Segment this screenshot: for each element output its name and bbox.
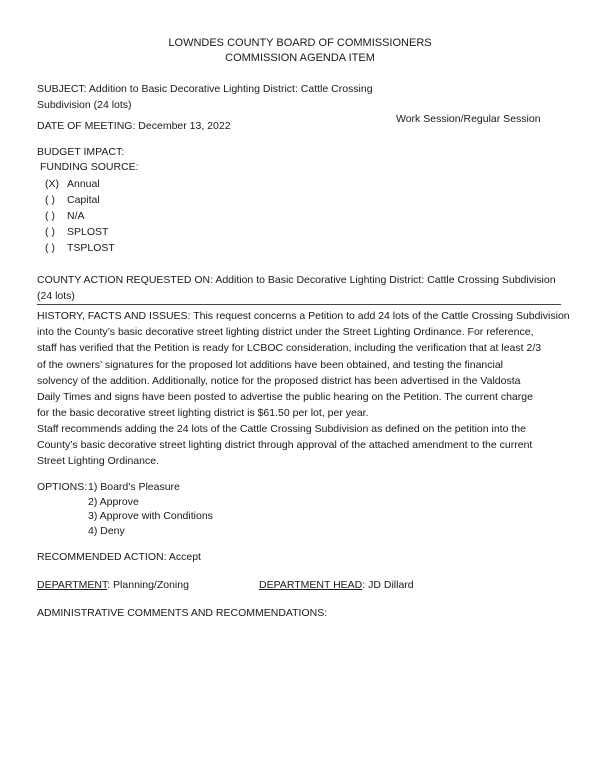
funding-option-na — [45, 210, 85, 222]
section-divider — [37, 304, 561, 305]
funding-option-label: Annual — [67, 178, 100, 190]
checkbox-mark: ( ) — [45, 242, 55, 254]
funding-option-capital — [45, 194, 100, 206]
checkbox-mark: (X) — [45, 178, 59, 190]
funding-option-tsplost — [45, 242, 115, 254]
action-line-1: COUNTY ACTION REQUESTED ON: Addition to Basic Decorative Lighting District: Cattle Crossing Subdivision — [37, 274, 556, 286]
recommendation-line: Staff recommends adding the 24 lots of the Cattle Crossing Subdivision as defined on the petition into the — [37, 423, 526, 435]
option-item: 3) Approve with Conditions — [88, 510, 213, 522]
history-line: staff has verified that the Petition is ready for LCBOC consideration, including the verification that at least 2/3 — [37, 342, 542, 355]
recommendation-line: County’s basic decorative street lighting district through approval of the attached amendment to the current — [37, 439, 533, 452]
subject-line-1: SUBJECT: Addition to Basic Decorative Lighting District: Cattle Crossing — [37, 83, 373, 95]
staff-recommendation — [37, 421, 532, 470]
session-type: Work Session/Regular Session — [396, 113, 541, 125]
funding-option-label: SPLOST — [67, 226, 109, 238]
history-line: for the basic decorative street lighting district is $61.50 per lot, per year. — [37, 407, 369, 420]
funding-option-annual — [45, 178, 100, 190]
history-line: HISTORY, FACTS AND ISSUES: This request concerns a Petition to add 24 lots of the Cattle Crossing Subdivision — [37, 310, 570, 322]
options-label: OPTIONS: — [37, 481, 88, 493]
meeting-date: DATE OF MEETING: December 13, 2022 — [37, 120, 231, 132]
recommended-action: RECOMMENDED ACTION: Accept — [37, 551, 201, 563]
checkbox-mark: ( ) — [45, 210, 55, 222]
county-action-requested — [37, 272, 556, 304]
funding-source-label: FUNDING SOURCE: — [40, 161, 139, 173]
action-line-2: (24 lots) — [37, 290, 75, 303]
option-item: 1) Board's Pleasure — [88, 481, 180, 493]
administrative-comments-label: ADMINISTRATIVE COMMENTS AND RECOMMENDATIONS: — [37, 607, 328, 619]
department — [37, 579, 189, 591]
funding-option-label: Capital — [67, 194, 100, 206]
department-head-value: : JD Dillard — [362, 579, 414, 591]
subject-block — [37, 81, 373, 113]
recommendation-line: Street Lighting Ordinance. — [37, 455, 159, 468]
department-head — [259, 579, 414, 591]
option-item: 2) Approve — [88, 496, 139, 508]
budget-impact-label: BUDGET IMPACT: — [37, 146, 125, 158]
option-item: 4) Deny — [88, 525, 125, 537]
funding-option-label: TSPLOST — [67, 242, 115, 254]
funding-option-label: N/A — [67, 210, 85, 222]
history-facts-issues — [37, 308, 570, 421]
checkbox-mark: ( ) — [45, 226, 55, 238]
department-head-label: DEPARTMENT HEAD — [259, 579, 363, 591]
history-line: Daily Times and signs have been posted to advertise the public hearing on the Petition. The current charge — [37, 391, 533, 404]
history-line: of the owners’ signatures for the proposed lot additions have been obtained, and testing the financial — [37, 358, 504, 371]
checkbox-mark: ( ) — [45, 194, 55, 206]
department-value: : Planning/Zoning — [107, 579, 189, 591]
history-line: solvency of the addition. Additionally, notice for the proposed district has been advertised in the Valdosta — [37, 374, 521, 387]
department-label: DEPARTMENT — [37, 579, 108, 591]
agenda-item-title: COMMISSION AGENDA ITEM — [225, 52, 375, 64]
subject-line-2: Subdivision (24 lots) — [37, 99, 132, 112]
funding-option-splost — [45, 226, 108, 238]
board-title: LOWNDES COUNTY BOARD OF COMMISSIONERS — [168, 37, 432, 49]
history-line: into the County’s basic decorative street lighting district under the Street Lighting Ordinance. For reference, — [37, 326, 534, 339]
